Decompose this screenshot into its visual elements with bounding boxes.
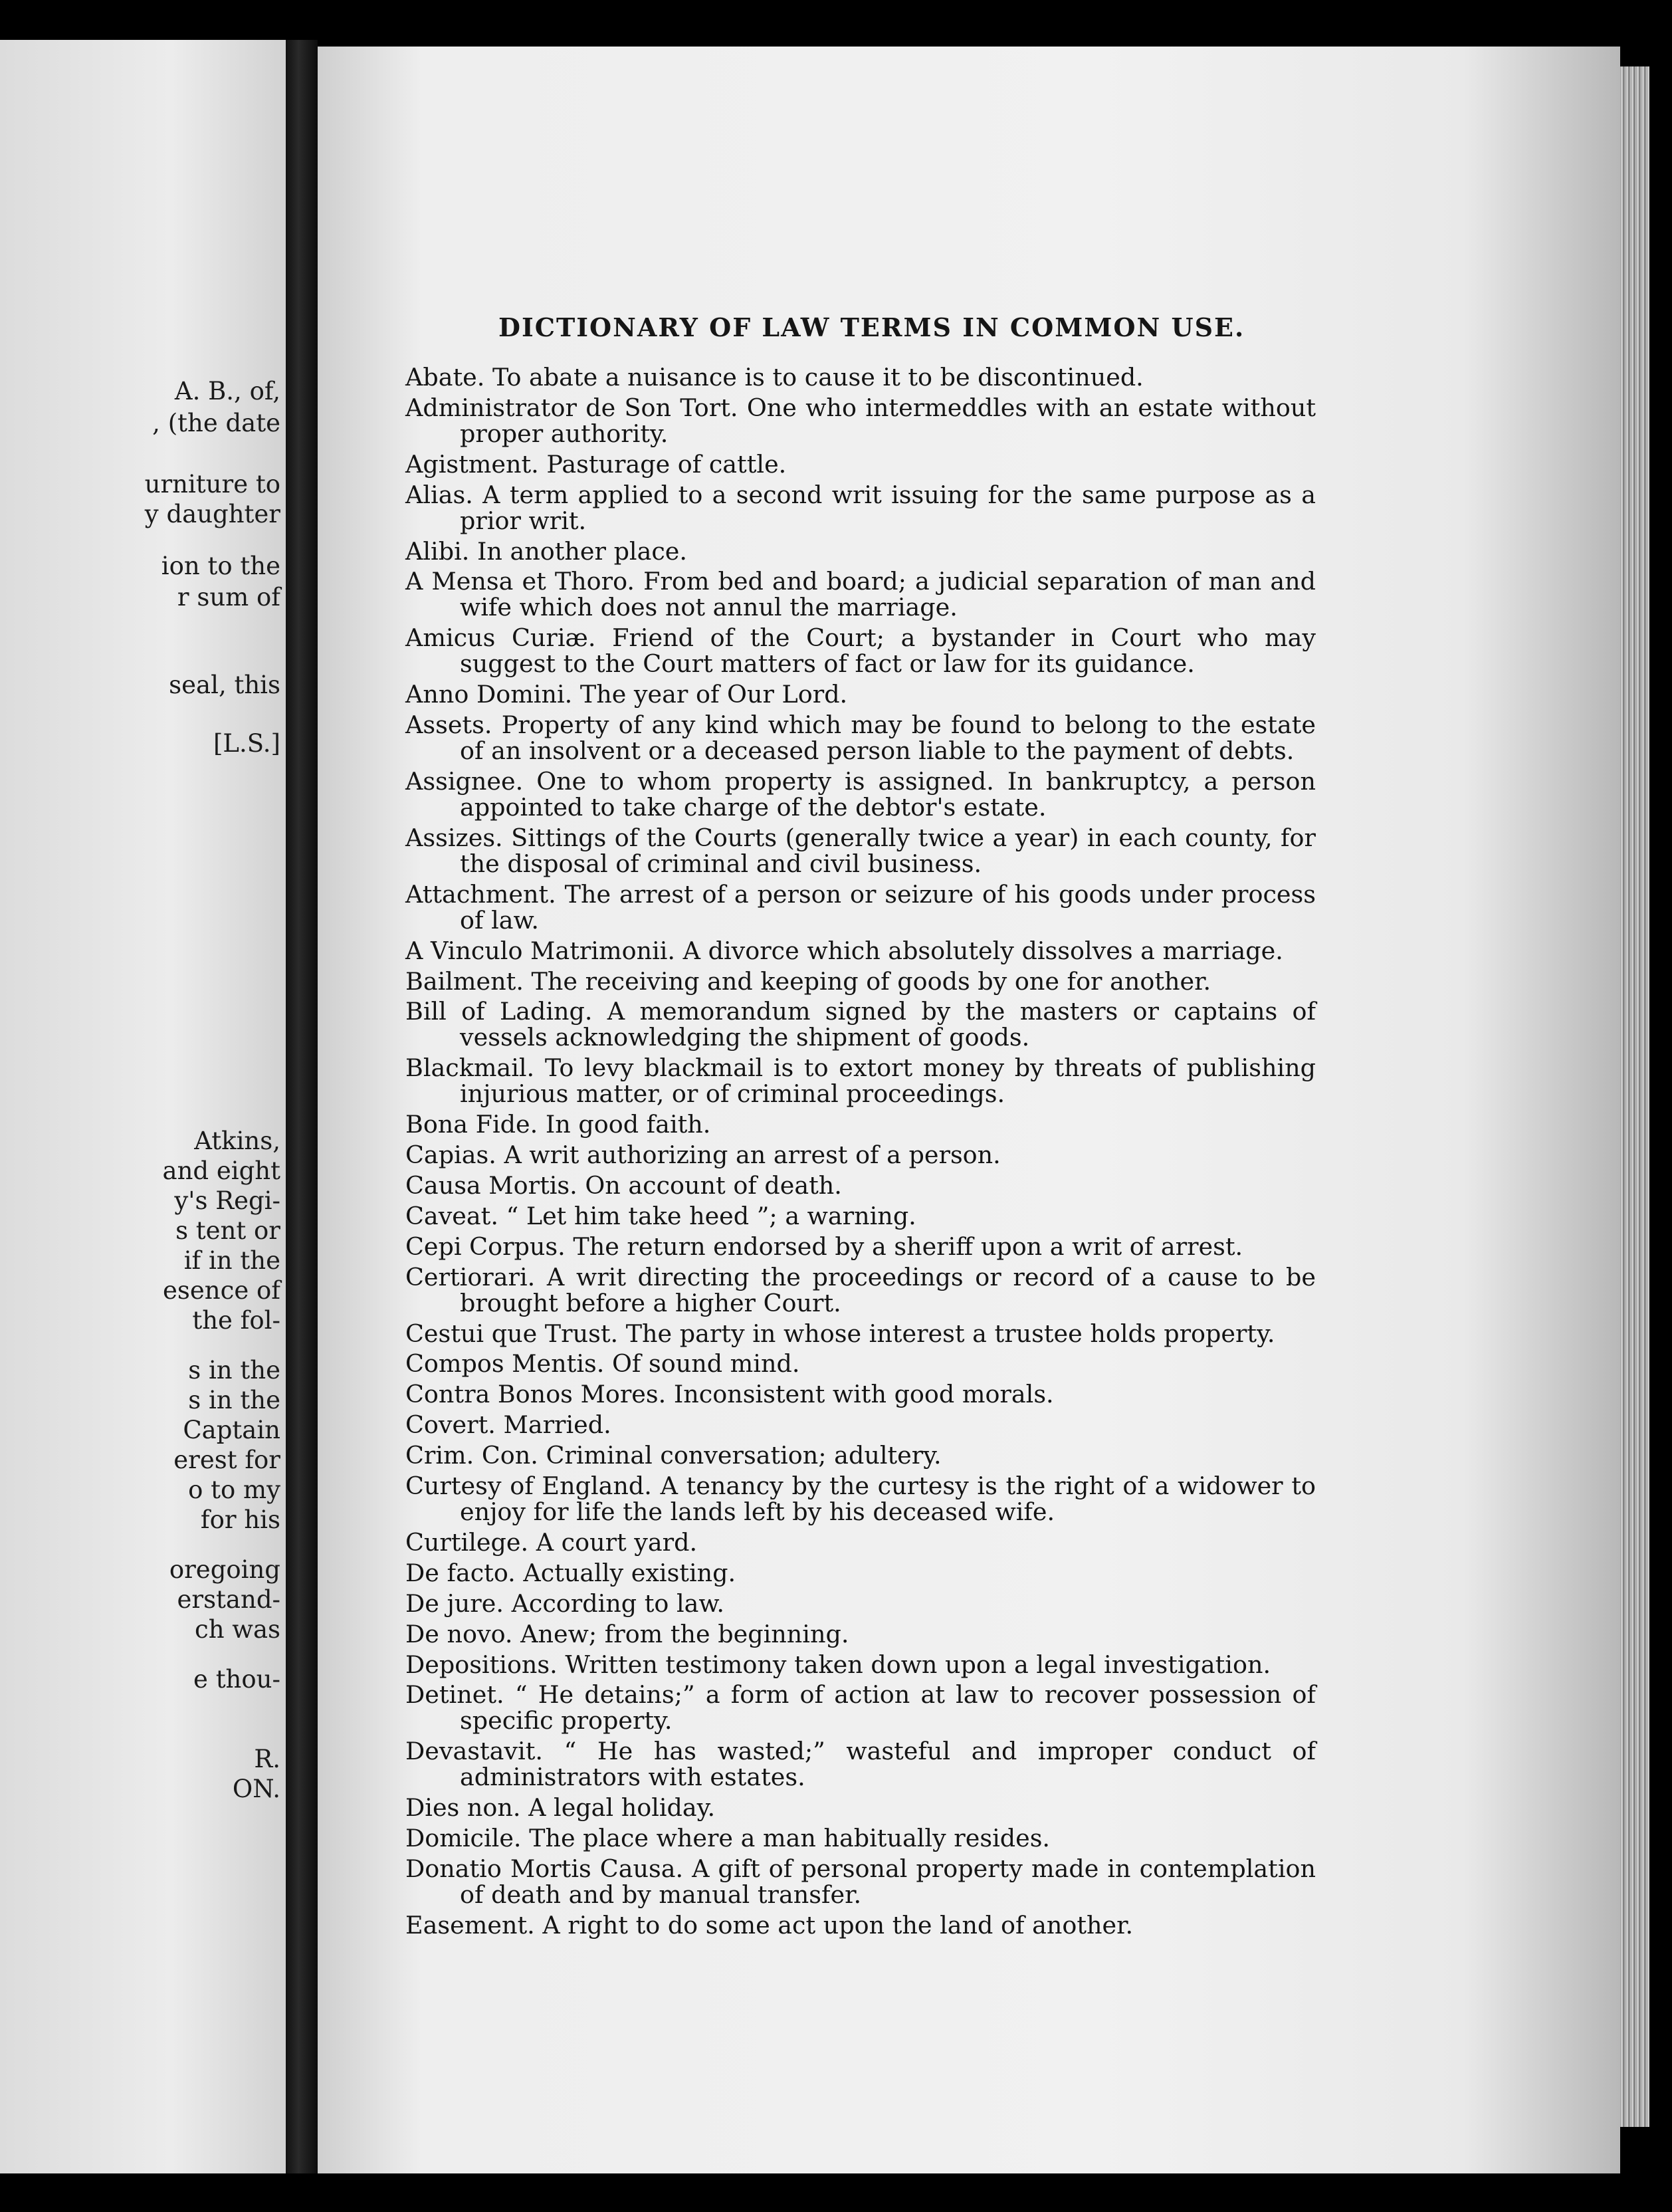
entry-term: Easement. <box>405 1910 535 1939</box>
facing-page-line: e thou- <box>193 1665 280 1694</box>
entry-term: Abate. <box>405 363 485 391</box>
entry-definition: Actually existing. <box>523 1558 736 1587</box>
entry-term: Bona Fide. <box>405 1110 538 1139</box>
facing-page-line: Captain <box>183 1416 280 1444</box>
dictionary-entry <box>405 768 1316 820</box>
dictionary-entry <box>405 1738 1316 1790</box>
dictionary-entry <box>405 1621 1316 1647</box>
dictionary-entries <box>405 364 1316 1943</box>
dictionary-entry <box>405 1111 1316 1137</box>
entry-term: De novo. <box>405 1619 513 1648</box>
entry-term: Alias. <box>405 480 473 509</box>
entry-definition: The year of Our Lord. <box>579 680 848 709</box>
entry-term: Depositions. <box>405 1650 558 1679</box>
entry-definition: To abate a nuisance is to cause it to be discontinued. <box>492 363 1144 391</box>
facing-page-line: urniture to <box>144 470 280 498</box>
dictionary-entry <box>405 451 1316 477</box>
facing-page-line: oregoing <box>169 1555 280 1584</box>
entry-term: Domicile. <box>405 1824 522 1853</box>
entry-definition: Pasturage of cattle. <box>546 449 787 479</box>
facing-page-line: R. <box>254 1745 280 1773</box>
entry-term: Assets. <box>405 711 492 740</box>
entry-term: Certiorari. <box>405 1262 536 1291</box>
facing-page-line: s in the <box>188 1386 280 1414</box>
entry-term: Assizes. <box>405 823 503 852</box>
entry-definition: “ He detains;” a form of action at law to recover possession of specific property. <box>460 1680 1316 1735</box>
entry-definition: A term applied to a second writ issuing for the same purpose as a prior writ. <box>460 480 1316 535</box>
entry-term: De facto. <box>405 1558 516 1587</box>
facing-page-line: y's Regi- <box>174 1186 280 1215</box>
dictionary-entry <box>405 1412 1316 1438</box>
entry-term: Attachment. <box>405 879 556 909</box>
dictionary-entry <box>405 1856 1316 1908</box>
entry-definition: A divorce which absolutely dissolves a marriage. <box>682 936 1283 965</box>
dictionary-entry <box>405 712 1316 764</box>
facing-page-line: and eight <box>162 1157 280 1185</box>
facing-page-line: s tent or <box>175 1216 280 1245</box>
entry-term: Cepi Corpus. <box>405 1232 566 1261</box>
facing-page-line: seal, this <box>169 671 280 699</box>
entry-definition: Property of any kind which may be found to belong to the estate of an insolvent or a deceased person liable to the payment of debts. <box>460 711 1316 766</box>
entry-term: Caveat. <box>405 1201 498 1230</box>
entry-definition: In another place. <box>476 536 688 566</box>
facing-page-line: r sum of <box>177 583 280 611</box>
facing-page-line: ON. <box>232 1775 280 1803</box>
facing-page-line: if in the <box>183 1246 280 1275</box>
dictionary-entry <box>405 568 1316 620</box>
entry-term: Bailment. <box>405 966 524 996</box>
dictionary-entry <box>405 1351 1316 1377</box>
dictionary-entry <box>405 938 1316 964</box>
entry-definition: In good faith. <box>545 1110 711 1139</box>
dictionary-entry <box>405 881 1316 933</box>
dictionary-entry <box>405 825 1316 877</box>
entry-definition: From bed and board; a judicial separation of man and wife which does not annul the marriage. <box>460 567 1316 622</box>
entry-term: Blackmail. <box>405 1053 535 1083</box>
entry-definition: “ He has wasted;” wasteful and improper conduct of administrators with estates. <box>460 1737 1316 1792</box>
entry-term: De jure. <box>405 1589 504 1618</box>
dictionary-entry <box>405 364 1316 390</box>
entry-definition: A right to do some act upon the land of another. <box>542 1910 1134 1939</box>
facing-page-line: erest for <box>173 1446 280 1474</box>
entry-definition: On account of death. <box>585 1171 842 1200</box>
dictionary-entry <box>405 1825 1316 1851</box>
dictionary-entry <box>405 625 1316 677</box>
entry-term: Devastavit. <box>405 1737 543 1766</box>
dictionary-entry <box>405 395 1316 447</box>
dictionary-entry <box>405 1912 1316 1938</box>
entry-term: A Mensa et Thoro. <box>405 567 635 596</box>
page-title: DICTIONARY OF LAW TERMS IN COMMON USE. <box>498 312 1245 342</box>
entry-definition: A memorandum signed by the masters or captains of vessels acknowledging the shipment of goods. <box>460 997 1316 1052</box>
entry-term: Contra Bonos Mores. <box>405 1380 667 1409</box>
dictionary-entry <box>405 1234 1316 1260</box>
dictionary-entry <box>405 1473 1316 1525</box>
entry-term: Alibi. <box>405 536 470 566</box>
dictionary-entry <box>405 538 1316 564</box>
entry-definition: A gift of personal property made in contemplation of death and by manual transfer. <box>460 1854 1316 1909</box>
facing-page-line: s in the <box>188 1356 280 1384</box>
entry-definition: “ Let him take heed ”; a warning. <box>506 1201 916 1230</box>
dictionary-entry <box>405 1682 1316 1733</box>
entry-definition: A tenancy by the curtesy is the right of a widower to enjoy for life the lands left by his deceased wife. <box>460 1472 1316 1527</box>
entry-definition: A writ authorizing an arrest of a person. <box>504 1141 1001 1170</box>
entry-term: Bill of Lading. <box>405 997 593 1026</box>
dictionary-entry <box>405 1203 1316 1229</box>
entry-definition: To levy blackmail is to extort money by threats of publishing injurious matter, or of criminal proceedings. <box>460 1053 1316 1109</box>
entry-term: Compos Mentis. <box>405 1349 605 1379</box>
facing-page-line: the fol- <box>192 1306 280 1335</box>
page-edge <box>1620 66 1649 2127</box>
facing-page-line: [L.S.] <box>213 729 280 758</box>
entry-definition: Written testimony taken down upon a legal investigation. <box>565 1650 1271 1679</box>
facing-page <box>0 40 286 2173</box>
dictionary-entry <box>405 681 1316 707</box>
dictionary-entry <box>405 998 1316 1050</box>
facing-page-line: ch was <box>194 1615 280 1644</box>
entry-definition: Married. <box>503 1410 611 1440</box>
dictionary-entry <box>405 1264 1316 1316</box>
dictionary-entry <box>405 1442 1316 1468</box>
entry-term: Anno Domini. <box>405 680 573 709</box>
entry-term: Amicus Curiæ. <box>405 623 596 653</box>
entry-term: Curtilege. <box>405 1527 529 1557</box>
entry-definition: Sittings of the Courts (generally twice a year) in each county, for the disposal of criminal and civil business. <box>460 823 1316 878</box>
entry-definition: The place where a man habitually resides. <box>529 1824 1051 1853</box>
entry-definition: One to whom property is assigned. In bankruptcy, a person appointed to take charge of the debtor's estate. <box>460 767 1316 822</box>
entry-term: Agistment. <box>405 449 539 479</box>
facing-page-line: y daughter <box>144 500 280 528</box>
entry-definition: A court yard. <box>536 1527 698 1557</box>
entry-term: Causa Mortis. <box>405 1171 577 1200</box>
entry-definition: The return endorsed by a sheriff upon a writ of arrest. <box>573 1232 1243 1261</box>
facing-page-line: erstand- <box>177 1585 280 1614</box>
dictionary-entry <box>405 968 1316 994</box>
entry-term: Dies non. <box>405 1793 521 1823</box>
facing-page-line: Atkins, <box>194 1127 280 1155</box>
entry-definition: The arrest of a person or seizure of his goods under process of law. <box>460 879 1316 935</box>
entry-definition: Of sound mind. <box>611 1349 800 1379</box>
dictionary-entry <box>405 1591 1316 1616</box>
entry-definition: Criminal conversation; adultery. <box>546 1441 942 1470</box>
dictionary-entry <box>405 1795 1316 1821</box>
entry-definition: One who intermeddles with an estate without proper authority. <box>460 393 1316 448</box>
entry-term: A Vinculo Matrimonii. <box>405 936 676 965</box>
facing-page-line: A. B., of, <box>174 377 280 405</box>
entry-term: Curtesy of England. <box>405 1472 652 1501</box>
entry-definition: A legal holiday. <box>528 1793 716 1823</box>
book-gutter <box>286 40 318 2173</box>
facing-page-line: ion to the <box>161 552 280 580</box>
dictionary-entry <box>405 482 1316 534</box>
entry-definition: A writ directing the proceedings or record of a cause to be brought before a higher Court. <box>460 1262 1316 1317</box>
entry-definition: Anew; from the beginning. <box>520 1619 849 1648</box>
entry-term: Assignee. <box>405 767 524 796</box>
dictionary-entry <box>405 1529 1316 1555</box>
entry-definition: The party in whose interest a trustee holds property. <box>625 1319 1275 1348</box>
dictionary-entry <box>405 1142 1316 1168</box>
facing-page-line: , (the date <box>152 409 280 437</box>
entry-term: Covert. <box>405 1410 496 1440</box>
dictionary-entry <box>405 1321 1316 1347</box>
entry-term: Capias. <box>405 1141 496 1170</box>
entry-term: Administrator de Son Tort. <box>405 393 738 422</box>
dictionary-entry <box>405 1560 1316 1586</box>
dictionary-entry <box>405 1381 1316 1407</box>
dictionary-entry <box>405 1652 1316 1678</box>
entry-definition: According to law. <box>511 1589 724 1618</box>
facing-page-line: for his <box>200 1505 280 1534</box>
facing-page-line: esence of <box>163 1276 280 1305</box>
entry-term: Crim. Con. <box>405 1441 538 1470</box>
entry-term: Cestui que Trust. <box>405 1319 619 1348</box>
entry-definition: Friend of the Court; a bystander in Court who may suggest to the Court matters of fact or law for its guidance. <box>460 623 1316 679</box>
dictionary-entry <box>405 1055 1316 1107</box>
entry-definition: The receiving and keeping of goods by one for another. <box>531 966 1211 996</box>
facing-page-line: o to my <box>188 1476 280 1504</box>
entry-term: Donatio Mortis Causa. <box>405 1854 684 1883</box>
entry-term: Detinet. <box>405 1680 504 1710</box>
entry-definition: Inconsistent with good morals. <box>673 1380 1054 1409</box>
dictionary-entry <box>405 1172 1316 1198</box>
